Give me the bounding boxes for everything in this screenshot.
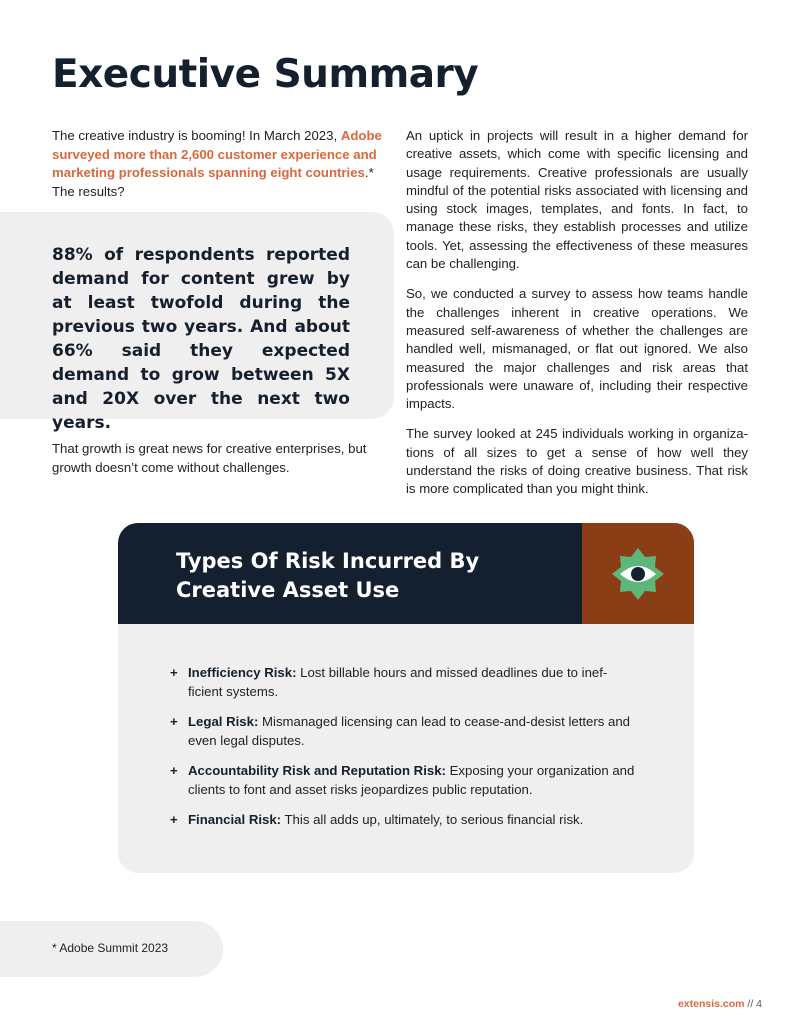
plus-icon: + <box>170 812 178 827</box>
page-number: 4 <box>756 998 762 1010</box>
risk-term: Legal Risk: <box>188 714 259 729</box>
risk-description: Mismanaged licensing can lead to cease-and-desist letters and even legal disputes. <box>188 714 631 748</box>
risk-description: This all adds up, ultimately, to serious financial risk. <box>281 812 584 827</box>
plus-icon: + <box>170 665 178 680</box>
footnote: * Adobe Summit 2023 <box>52 941 169 955</box>
risk-card-header <box>118 523 694 624</box>
risk-term: Inefficiency Risk: <box>188 665 297 680</box>
risk-types-card <box>118 523 694 873</box>
risk-card-title: Types Of Risk Incurred By Creative Asset Use <box>176 549 480 602</box>
icon-block <box>582 523 694 624</box>
right-column <box>406 127 748 511</box>
site-link[interactable]: extensis.com <box>677 998 745 1010</box>
right-paragraph-1: An uptick in projects will result in a higher demand for creative assets, which come with specific licensing and usage requirements. Creative professionals are usually mindful of the potential risks associated with licensing and using stock images, templates, and fonts. In fact, to manage these risks, they establish processes and utilize tools. Yet, assessing the effectiveness of these measures can be challenging. <box>406 128 748 272</box>
risk-term: Financial Risk: <box>188 812 282 827</box>
page-title: Executive Summary <box>52 52 479 97</box>
footer-separator: // <box>744 998 757 1010</box>
right-paragraph-2: So, we conducted a survey to assess how teams handle the challenges inherent in creative operations. We measured self-awareness of whether the challenges are handled well, mismanaged, or flat out ignored. We also measured the major challenges and risk areas that professionals were unaware of, including their respective impacts. <box>406 286 748 412</box>
eye-badge-icon <box>582 523 694 624</box>
growth-paragraph: That growth is great news for creative enterprises, but growth doesn’t come without challenges. <box>52 441 367 475</box>
risk-list <box>170 664 640 842</box>
risk-description: Lost billable hours and missed deadlines due to inef-ficient systems. <box>188 665 608 699</box>
risk-item <box>170 811 640 830</box>
risk-item <box>170 762 640 799</box>
stat-callout-text: 88% of respondents reported demand for content grew by at least twofold during the previous two years. And about 66% said they expected demand to grow between 5X and 20X over the next two years. <box>52 245 350 433</box>
risk-item <box>170 713 640 750</box>
intro-text-end: .* The results? <box>52 165 374 199</box>
intro-highlight: Adobe surveyed more than 2,600 customer experience and marketing professionals spanning eight countries <box>52 128 382 180</box>
plus-icon: + <box>170 714 178 729</box>
risk-item <box>170 664 640 701</box>
page-footer <box>678 998 762 1010</box>
risk-term: Accountability Risk and Reputation Risk: <box>188 763 446 778</box>
risk-description: Exposing your organization and clients to font and asset risks jeopardizes public reputation. <box>188 763 635 797</box>
intro-paragraph <box>52 127 396 201</box>
plus-icon: + <box>170 763 178 778</box>
right-paragraph-3: The survey looked at 245 individuals working in organiza-tions of all sizes to get a sense of how well they understand the risks of doing creative business. That risk is more complicated than you might think. <box>406 426 748 497</box>
intro-text: The creative industry is booming! In March 2023, <box>52 128 341 143</box>
